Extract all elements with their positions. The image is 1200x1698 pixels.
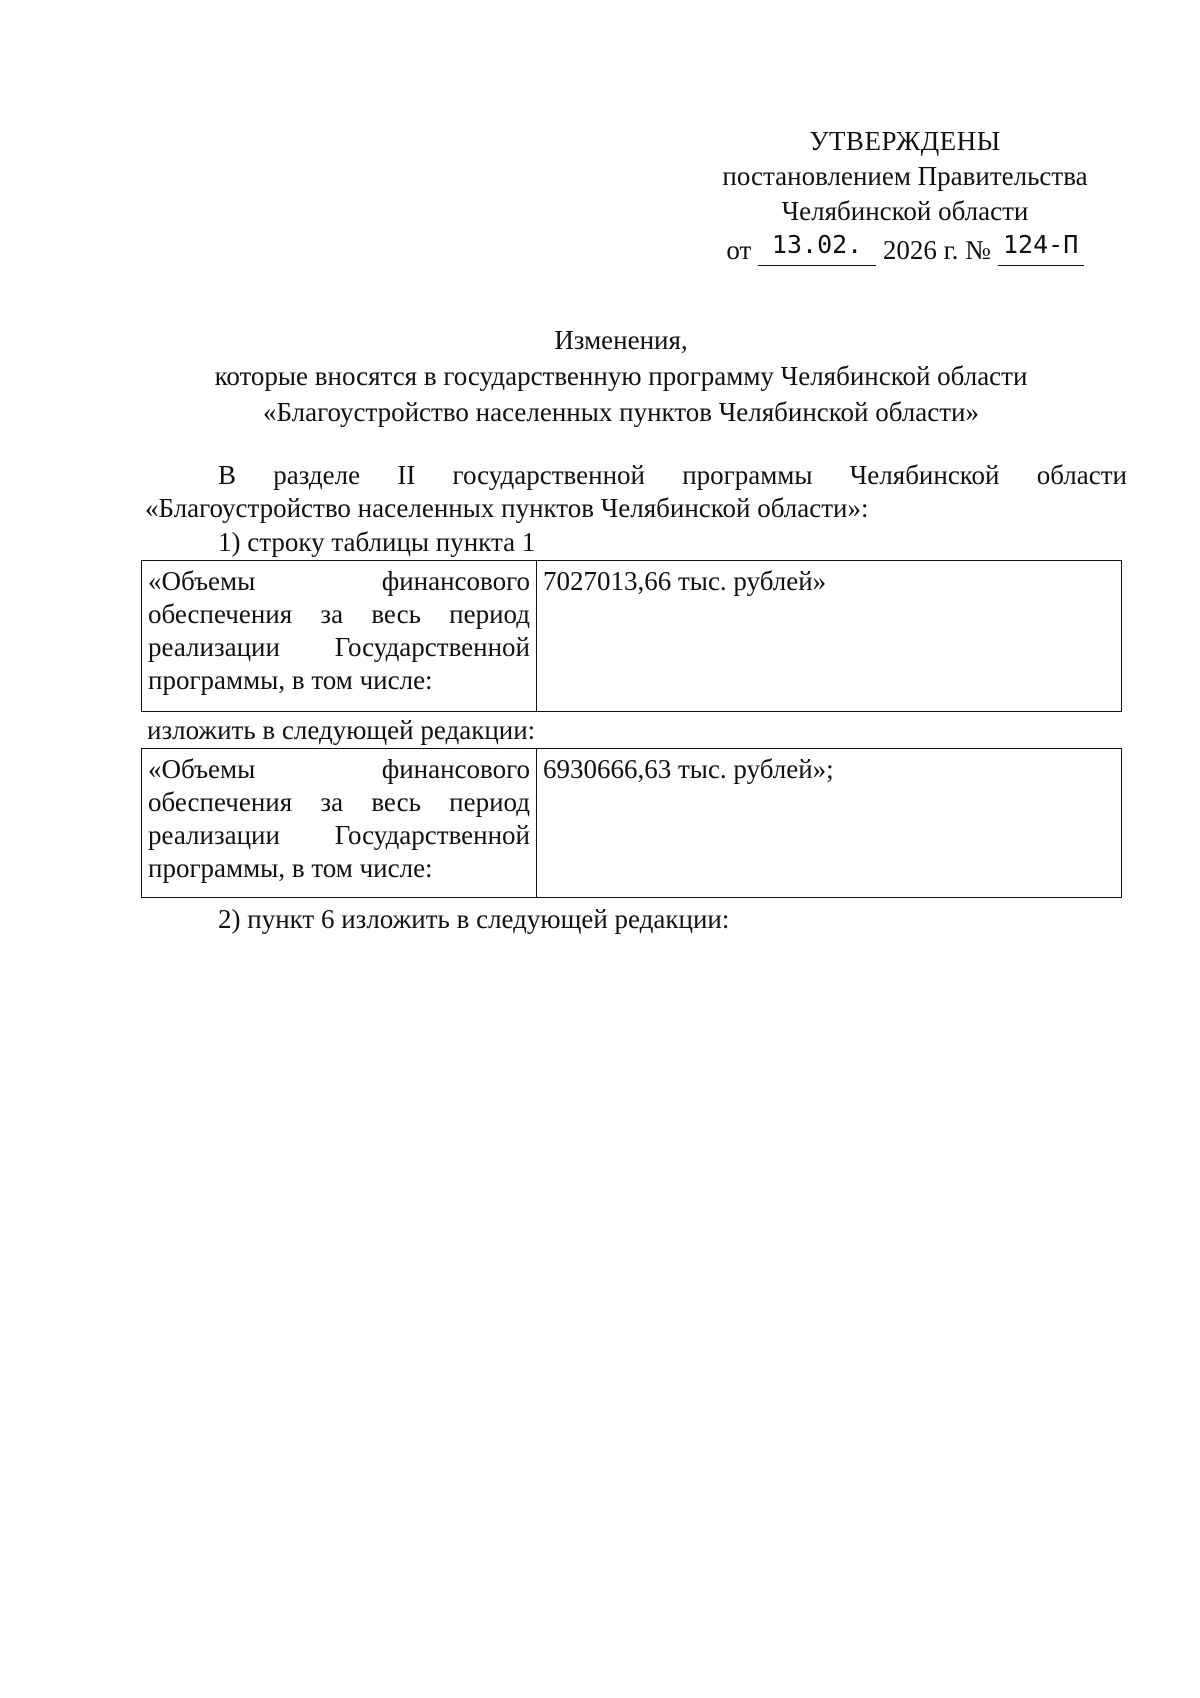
new-row-table [141, 748, 1122, 898]
new-row-value: 6930666,63 тыс. рублей»; [537, 749, 1122, 898]
approval-heading: УТВЕРЖДЕНЫ [809, 126, 1001, 156]
date-prefix: от [726, 235, 752, 265]
item-1-text: 1) строку таблицы пункта 1 [218, 527, 536, 557]
replace-text: изложить в следующей редакции: [147, 715, 536, 745]
table-row [142, 749, 1122, 898]
handwritten-date: 13.02. [771, 230, 863, 259]
intro-line-2: «Благоустройство населенных пунктов Челябинской области»: [145, 493, 869, 523]
old-row-value: 7027013,66 тыс. рублей» [537, 561, 1122, 712]
approval-block [680, 124, 1130, 268]
intro-line-1: В разделе II государственной программы Челябинской области [218, 460, 1127, 490]
document-title [130, 322, 1112, 430]
new-row-label: «Объемы финансового обеспечения за весь период реализации Государственной программы, в том числе: [142, 749, 537, 898]
handwritten-number: 124-П [1002, 230, 1079, 259]
title-line-2: которые вносятся в государственную программу Челябинской области [214, 361, 1028, 391]
intro-paragraph [145, 459, 1127, 525]
approval-date-line [680, 230, 1130, 268]
title-line-1: Изменения, [554, 325, 688, 355]
old-row-table [141, 560, 1122, 712]
year-number-label: 2026 г. № [882, 235, 991, 265]
item-2-text: 2) пункт 6 изложить в следующей редакции: [218, 904, 730, 934]
number-field [998, 230, 1084, 266]
title-line-3: «Благоустройство населенных пунктов Челябинской области» [263, 397, 979, 427]
table-row [142, 561, 1122, 712]
date-field [758, 230, 876, 266]
approval-line-2: Челябинской области [781, 196, 1029, 226]
old-row-label: «Объемы финансового обеспечения за весь период реализации Государственной программы, в том числе: [142, 561, 537, 712]
approval-line-1: постановлением Правительства [722, 161, 1088, 191]
